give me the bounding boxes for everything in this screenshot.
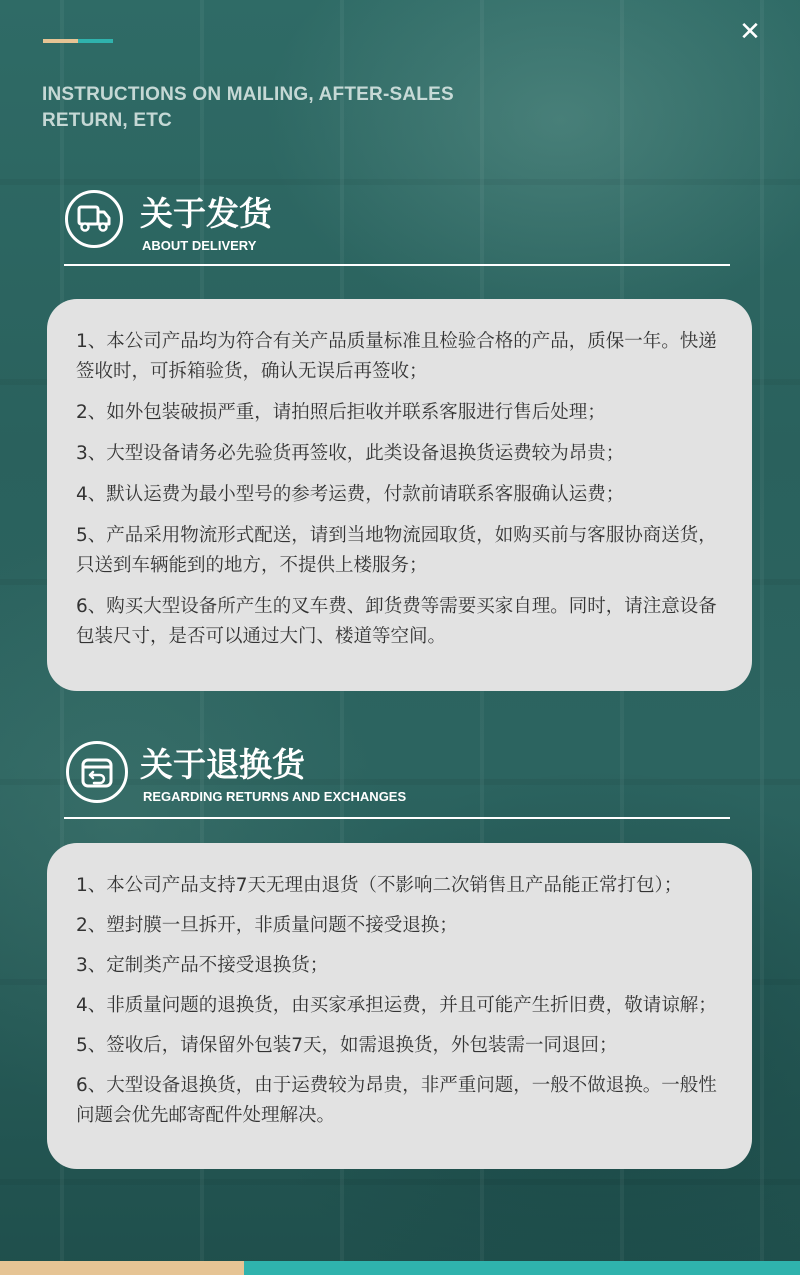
returns-divider [64, 817, 730, 819]
list-item: 5、产品采用物流形式配送，请到当地物流园取货，如购买前与客服协商送货，只送到车辆能到的地方，不提供上楼服务； [76, 525, 717, 576]
accent-gold-segment [43, 39, 78, 43]
returns-section-header [64, 741, 730, 819]
delivery-title-en: ABOUT DELIVERY [142, 238, 257, 253]
list-item: 1、本公司产品均为符合有关产品质量标准且检验合格的产品，质保一年。快递签收时，可拆箱验货，确认无误后再签收； [76, 331, 717, 382]
list-item: 5、签收后，请保留外包装7天，如需退换货，外包装需一同退回； [76, 1035, 618, 1056]
delivery-title: 关于发货 [140, 194, 272, 233]
delivery-list [76, 327, 732, 652]
list-item: 6、购买大型设备所产生的叉车费、卸货费等需要买家自理。同时，请注意设备包装尺寸，是否可以通过大门、楼道等空间。 [76, 596, 717, 647]
list-item: 4、默认运费为最小型号的参考运费，付款前请联系客服确认运费； [76, 484, 625, 505]
return-box-icon [66, 741, 128, 803]
returns-title-en: REGARDING RETURNS AND EXCHANGES [143, 789, 407, 804]
list-item: 1、本公司产品支持7天无理由退货（不影响二次销售且产品能正常打包）； [76, 875, 683, 896]
bottom-teal-segment [244, 1261, 800, 1275]
delivery-card [47, 299, 752, 691]
returns-title: 关于退换货 [140, 745, 305, 784]
delivery-section-header [64, 190, 730, 268]
returns-card [47, 843, 752, 1169]
accent-teal-segment [78, 39, 113, 43]
list-item: 4、非质量问题的退换货，由买家承担运费，并且可能产生折旧费，敬请谅解； [76, 995, 717, 1016]
top-accent-bar [43, 39, 113, 43]
page-subtitle: INSTRUCTIONS ON MAILING, AFTER-SALES RETURN, ETC [42, 84, 454, 131]
returns-list [76, 871, 732, 1131]
delivery-divider [64, 264, 730, 266]
list-item: 2、塑封膜一旦拆开，非质量问题不接受退换； [76, 915, 458, 936]
list-item: 3、定制类产品不接受退换货； [76, 955, 329, 976]
bottom-gold-segment [0, 1261, 244, 1275]
close-icon: ✕ [739, 17, 761, 47]
delivery-truck-icon [65, 190, 123, 248]
list-item: 6、大型设备退换货，由于运费较为昂贵，非严重问题，一般不做退换。一般性问题会优先邮寄配件处理解决。 [76, 1075, 717, 1126]
list-item: 2、如外包装破损严重，请拍照后拒收并联系客服进行售后处理； [76, 402, 606, 423]
bottom-accent-bar [0, 1261, 800, 1275]
list-item: 3、大型设备请务必先验货再签收，此类设备退换货运费较为昂贵； [76, 443, 625, 464]
close-button[interactable] [736, 18, 764, 46]
